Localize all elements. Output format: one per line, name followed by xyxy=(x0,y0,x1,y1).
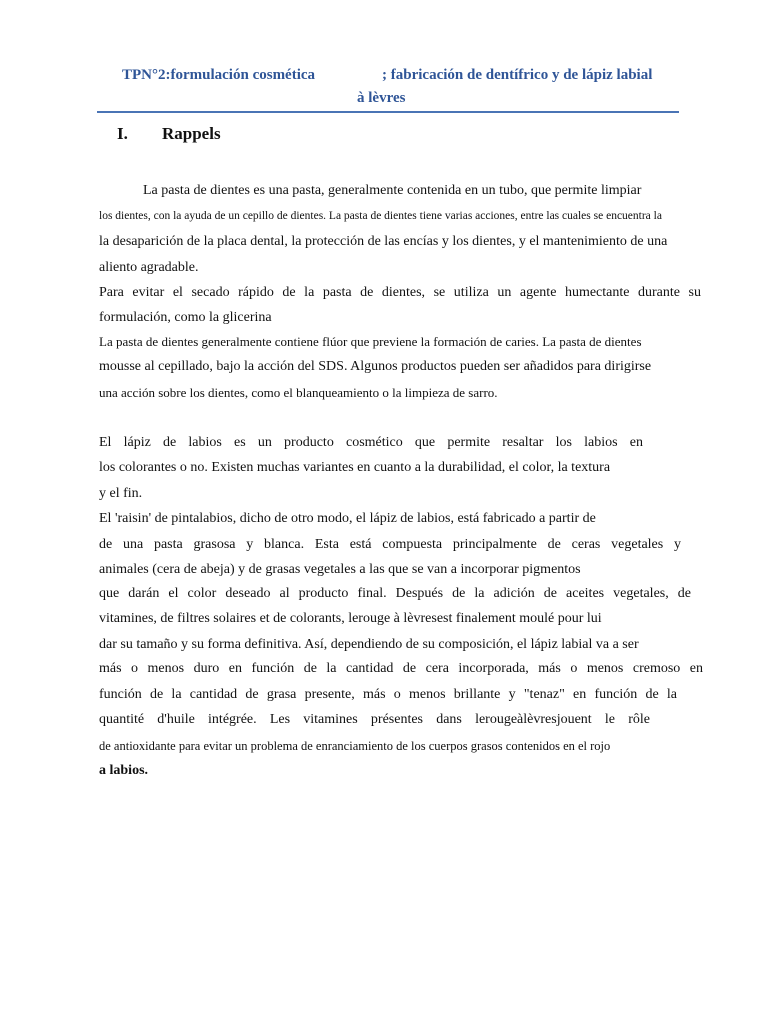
document-title-part3: à lèvres xyxy=(357,90,406,106)
paragraph-line: que darán el color deseado al producto final. Después de la adición de aceites vegetales, de xyxy=(99,586,691,601)
document-title-part1: TPN°2:formulación cosmética xyxy=(122,67,316,83)
paragraph-line: los colorantes o no. Existen muchas variantes en cuanto a la durabilidad, el color, la textura xyxy=(99,460,611,475)
paragraph-line: más o menos duro en función de la cantidad de cera incorporada, más o menos cremoso en xyxy=(99,661,703,676)
paragraph-line: función de la cantidad de grasa presente, más o menos brillante y "tenaz" en función de la xyxy=(99,687,677,702)
section-title: Rappels xyxy=(162,124,221,143)
paragraph-line: la desaparición de la placa dental, la protección de las encías y los dientes, y el mantenimiento de una xyxy=(99,234,668,249)
paragraph-line: quantité d'huile intégrée. Les vitamines présentes dans lerougeàlèvresjouent le rôle xyxy=(99,712,650,727)
paragraph-line: formulación, como la glicerina xyxy=(99,310,272,325)
paragraph-line: dar su tamaño y su forma definitiva. Así, dependiendo de su composición, el lápiz labial va a ser xyxy=(99,637,639,652)
paragraph-line: los dientes, con la ayuda de un cepillo de dientes. La pasta de dientes tiene varias acciones, entre las cuales se encuentra la xyxy=(99,210,662,222)
paragraph-line: y el fin. xyxy=(99,486,143,501)
paragraph-line: de antioxidante para evitar un problema de enranciamiento de los cuerpos grasos contenidos en el rojo xyxy=(99,739,611,753)
paragraph-line: La pasta de dientes es una pasta, generalmente contenida en un tubo, que permite limpiar xyxy=(143,183,642,198)
paragraph-line: vitamines, de filtres solaires et de colorants, lerouge à lèvresest finalement moulé pour lui xyxy=(99,611,602,626)
document-title-part2: ; fabricación de dentífrico y de lápiz labial xyxy=(382,67,653,83)
section-number: I. xyxy=(117,124,128,143)
paragraph-line: El lápiz de labios es un producto cosmético que permite resaltar los labios en xyxy=(99,435,643,450)
paragraph-line: El 'raisin' de pintalabios, dicho de otro modo, el lápiz de labios, está fabricado a partir de xyxy=(99,511,596,526)
paragraph-line: a labios. xyxy=(99,763,149,778)
paragraph-line: Para evitar el secado rápido de la pasta de dientes, se utiliza un agente humectante durante su xyxy=(99,285,701,300)
paragraph-line: La pasta de dientes generalmente contiene flúor que previene la formación de caries. La pasta de dientes xyxy=(99,334,642,349)
paragraph-line: animales (cera de abeja) y de grasas vegetales a las que se van a incorporar pigmentos xyxy=(99,562,581,577)
paragraph-line: una acción sobre los dientes, como el blanqueamiento o la limpieza de sarro. xyxy=(99,385,498,400)
paragraph-line: mousse al cepillado, bajo la acción del SDS. Algunos productos pueden ser añadidos para dirigirse xyxy=(99,359,652,374)
paragraph-line: de una pasta grasosa y blanca. Esta está compuesta principalmente de ceras vegetales y xyxy=(99,537,681,552)
title-underline-divider xyxy=(97,111,679,113)
paragraph-line: aliento agradable. xyxy=(99,260,199,275)
